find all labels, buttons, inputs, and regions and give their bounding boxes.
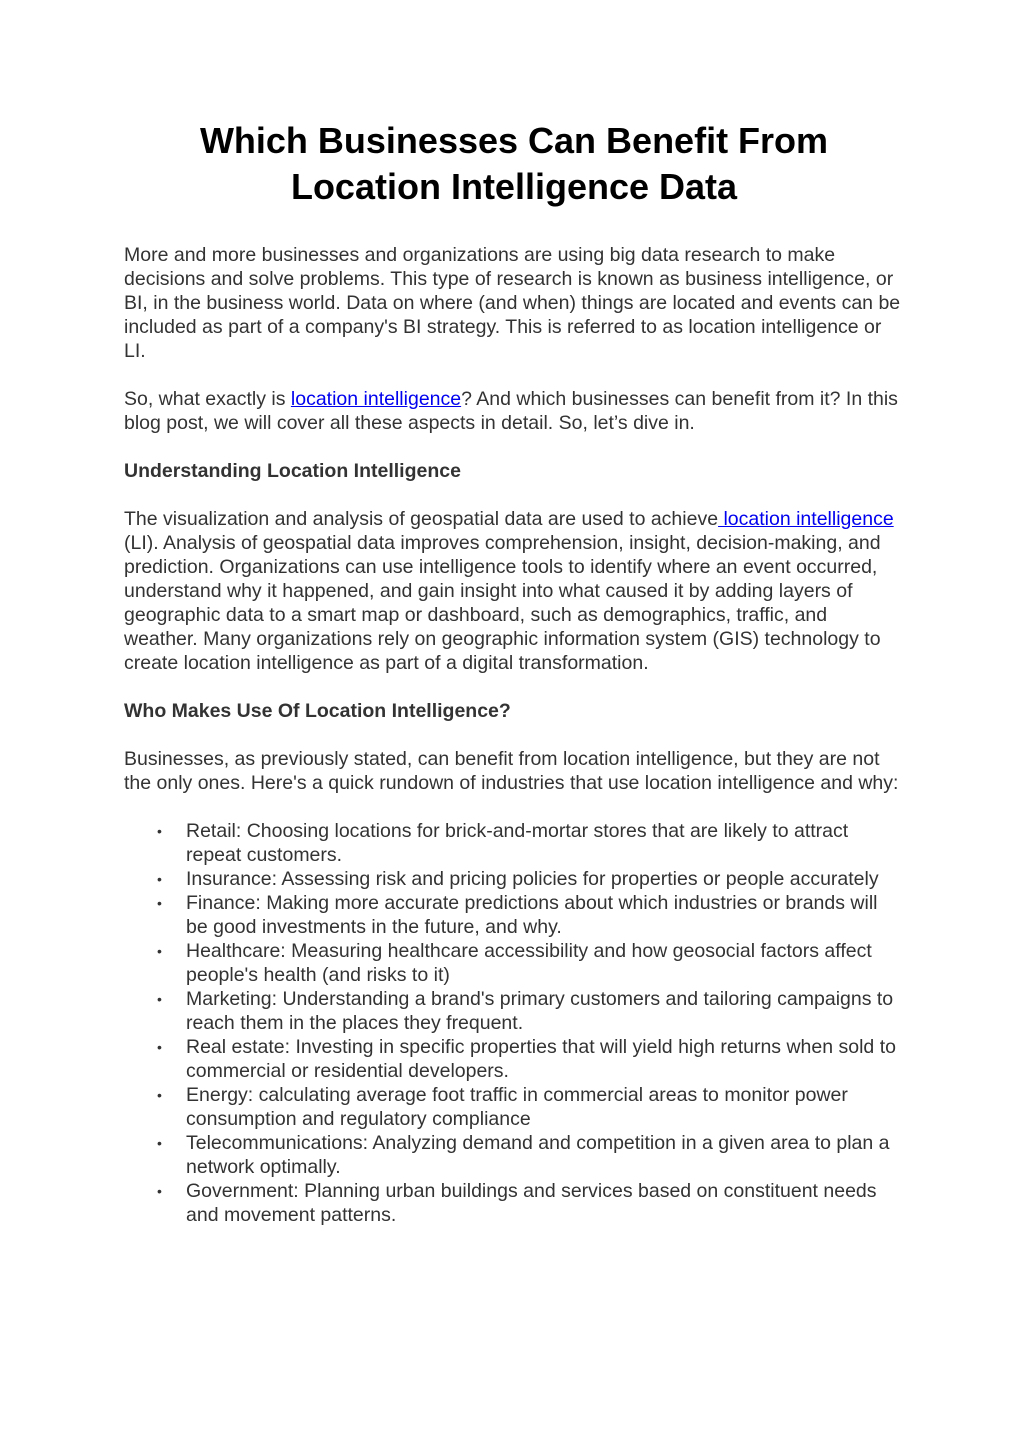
section-heading-understanding: Understanding Location Intelligence [124, 460, 461, 482]
question-text-before: So, what exactly is [124, 388, 291, 410]
list-item [124, 987, 904, 1035]
list-item [124, 867, 904, 891]
question-text-after: ? And which businesses can benefit from it? In this blog post, we will cover all these aspects in detail. So, let’s dive in. [124, 388, 898, 434]
bullet-icon: • [157, 991, 162, 1007]
list-item [124, 891, 904, 939]
understanding-text-before: The visualization and analysis of geospatial data are used to achieve [124, 508, 719, 530]
list-item [124, 939, 904, 987]
list-item-text: Finance: Making more accurate predictions about which industries or brands will be good investments in the future, and why. [186, 892, 878, 938]
understanding-text-after: (LI). Analysis of geospatial data improves comprehension, insight, decision-making, and prediction. Organizations can use intelligence tools to identify where an event occurred, understand why it happened, and gain insight into what caused it by adding layers of geographic data to a smart map or dashboard, such as demographics, traffic, and weather. Many organizations rely on geographic information system (GIS) technology to create location intelligence as part of a digital transformation. [124, 532, 881, 674]
list-item-text: Marketing: Understanding a brand's primary customers and tailoring campaigns to reach them in the places they frequent. [186, 988, 894, 1034]
list-item [124, 1179, 904, 1227]
document-page [124, 118, 904, 1227]
bullet-icon: • [157, 1087, 162, 1103]
title-line-1: Which Businesses Can Benefit From [199, 120, 829, 161]
intro-paragraph: More and more businesses and organizations are using big data research to make decisions and solve problems. This type of research is known as business intelligence, or BI, in the business world. Data on where (and when) things are located and events can be included as part of a company's BI strategy. This is referred to as location intelligence or LI. [124, 244, 901, 362]
bullet-icon: • [157, 1183, 162, 1199]
list-item-text: Telecommunications: Analyzing demand and competition in a given area to plan a network optimally. [186, 1132, 890, 1178]
bullet-icon: • [157, 943, 162, 959]
bullet-icon: • [157, 895, 162, 911]
list-item [124, 819, 904, 867]
list-item-text: Real estate: Investing in specific properties that will yield high returns when sold to commercial or residential developers. [186, 1036, 896, 1082]
page-title [124, 118, 904, 210]
list-item-text: Retail: Choosing locations for brick-and-mortar stores that are likely to attract repeat customers. [186, 820, 849, 866]
bullet-icon: • [157, 823, 162, 839]
question-paragraph [124, 387, 904, 435]
list-item [124, 1083, 904, 1131]
location-intelligence-link[interactable]: location intelligence [290, 388, 462, 410]
title-line-2: Location Intelligence Data [290, 166, 738, 207]
list-item [124, 1131, 904, 1179]
section-heading-who-uses: Who Makes Use Of Location Intelligence? [124, 700, 511, 722]
list-item-text: Energy: calculating average foot traffic in commercial areas to monitor power consumption and regulatory compliance [186, 1084, 848, 1130]
understanding-paragraph [124, 507, 904, 675]
bullet-icon: • [157, 1135, 162, 1151]
bullet-icon: • [157, 1039, 162, 1055]
list-item [124, 1035, 904, 1083]
list-item-text: Healthcare: Measuring healthcare accessibility and how geosocial factors affect people's health (and risks to it) [186, 940, 872, 986]
bullet-icon: • [157, 871, 162, 887]
location-intelligence-link-2[interactable]: location intelligence [718, 508, 894, 530]
list-item-text: Government: Planning urban buildings and services based on constituent needs and movement patterns. [186, 1180, 877, 1226]
list-item-text: Insurance: Assessing risk and pricing policies for properties or people accurately [186, 868, 879, 890]
who-uses-paragraph: Businesses, as previously stated, can benefit from location intelligence, but they are not the only ones. Here's a quick rundown of industries that use location intelligence and why: [124, 748, 899, 794]
industries-list [124, 819, 904, 1227]
